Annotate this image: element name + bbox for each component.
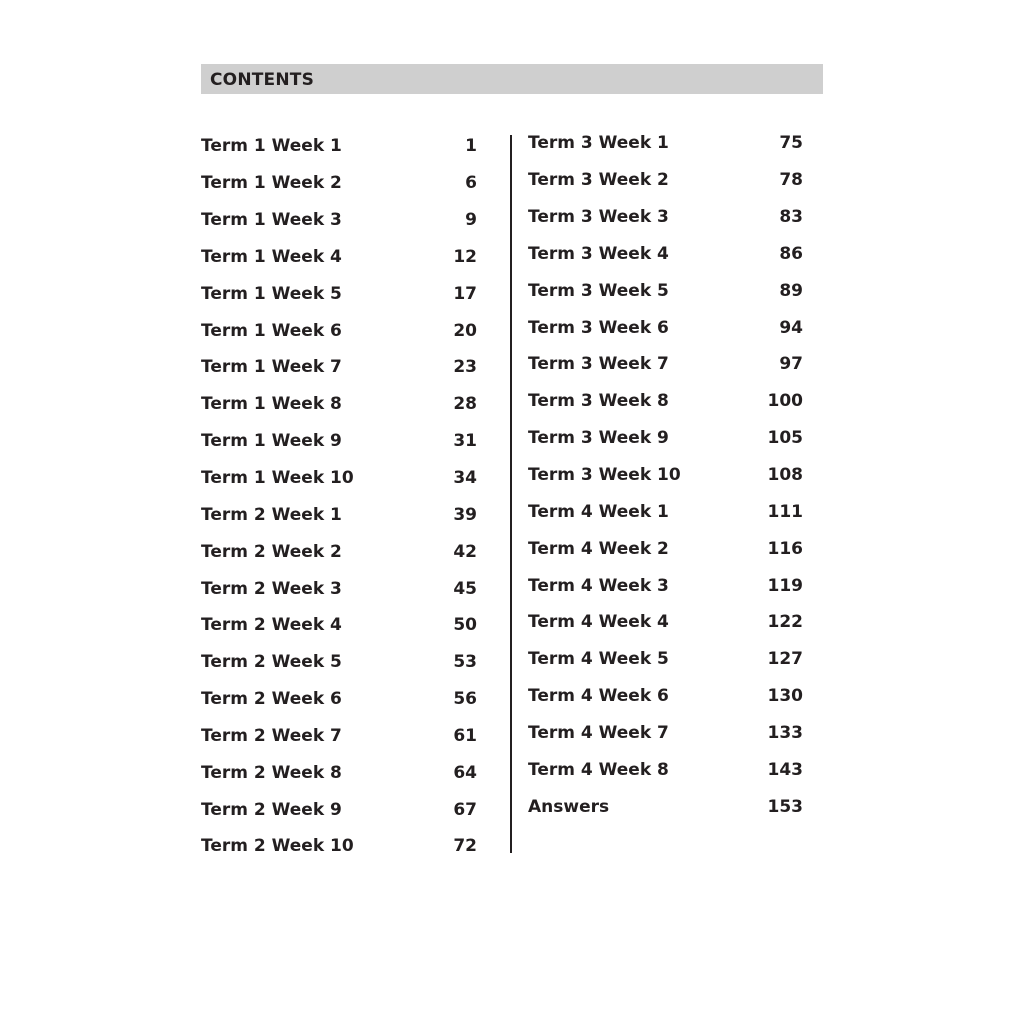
toc-entry [201, 423, 477, 460]
toc-entry-label: Term 2 Week 7 [201, 725, 342, 746]
toc-entry-label: Answers [528, 796, 610, 817]
toc-entry-label: Term 2 Week 2 [201, 541, 342, 562]
toc-entry-label: Term 2 Week 3 [201, 578, 342, 599]
toc-entry-page-number: 75 [779, 133, 803, 154]
toc-entry-label: Term 1 Week 1 [201, 136, 342, 157]
toc-entry [528, 788, 803, 825]
toc-entry-label: Term 3 Week 1 [528, 133, 669, 154]
toc-entry-page-number: 53 [453, 652, 477, 673]
toc-entry-page-number: 122 [767, 612, 803, 633]
toc-entry [528, 678, 803, 715]
toc-entry-label: Term 3 Week 5 [528, 280, 669, 301]
toc-entry [201, 460, 477, 497]
toc-entry-label: Term 4 Week 4 [528, 612, 669, 633]
toc-entry-label: Term 1 Week 7 [201, 357, 342, 378]
toc-entry-page-number: 17 [453, 283, 477, 304]
toc-entry-page-number: 89 [779, 280, 803, 301]
toc-entry-label: Term 3 Week 10 [528, 465, 681, 486]
toc-entry-label: Term 1 Week 2 [201, 173, 342, 194]
toc-entry-page-number: 116 [767, 538, 803, 559]
toc-entry [528, 236, 803, 273]
toc-entry [528, 309, 803, 346]
toc-column-left [201, 128, 477, 865]
toc-entry-label: Term 3 Week 3 [528, 207, 669, 228]
toc-entry [201, 349, 477, 386]
toc-entry-page-number: 105 [767, 428, 803, 449]
page-title: CONTENTS [210, 70, 315, 90]
toc-entry-page-number: 1 [465, 136, 477, 157]
toc-entry [201, 570, 477, 607]
toc-entry-label: Term 2 Week 8 [201, 762, 342, 783]
toc-entry-label: Term 3 Week 4 [528, 243, 669, 264]
toc-entry [528, 493, 803, 530]
toc-entry-label: Term 3 Week 8 [528, 391, 669, 412]
toc-entry-page-number: 61 [453, 725, 477, 746]
toc-entry-page-number: 34 [453, 468, 477, 489]
toc-entry-label: Term 1 Week 8 [201, 394, 342, 415]
toc-column-right [528, 125, 803, 825]
toc-entry-label: Term 2 Week 4 [201, 615, 342, 636]
toc-entry-page-number: 108 [767, 465, 803, 486]
toc-entry-page-number: 127 [767, 649, 803, 670]
toc-entry-page-number: 42 [453, 541, 477, 562]
toc-entry-page-number: 9 [465, 210, 477, 231]
toc-entry [528, 751, 803, 788]
toc-entry [201, 791, 477, 828]
toc-entry-label: Term 2 Week 6 [201, 689, 342, 710]
column-divider [510, 135, 512, 853]
toc-entry-page-number: 130 [767, 686, 803, 707]
contents-header-banner [201, 64, 823, 94]
toc-entry-label: Term 1 Week 5 [201, 283, 342, 304]
toc-entry-page-number: 111 [767, 501, 803, 522]
toc-entry-page-number: 94 [779, 317, 803, 338]
toc-entry-label: Term 4 Week 8 [528, 759, 669, 780]
toc-entry-page-number: 50 [453, 615, 477, 636]
toc-entry-label: Term 2 Week 9 [201, 799, 342, 820]
toc-entry-page-number: 78 [779, 170, 803, 191]
toc-entry-label: Term 4 Week 6 [528, 686, 669, 707]
toc-entry [528, 530, 803, 567]
toc-entry [201, 644, 477, 681]
toc-entry-label: Term 4 Week 7 [528, 722, 669, 743]
toc-entry-label: Term 4 Week 2 [528, 538, 669, 559]
toc-entry [201, 275, 477, 312]
toc-entry-page-number: 31 [453, 431, 477, 452]
toc-entry-page-number: 20 [453, 320, 477, 341]
toc-entry [201, 386, 477, 423]
toc-entry [528, 383, 803, 420]
toc-entry-label: Term 1 Week 4 [201, 246, 342, 267]
toc-entry-label: Term 4 Week 5 [528, 649, 669, 670]
toc-entry-label: Term 3 Week 9 [528, 428, 669, 449]
toc-entry-page-number: 119 [767, 575, 803, 596]
toc-entry [528, 567, 803, 604]
toc-entry [528, 346, 803, 383]
toc-entry [201, 681, 477, 718]
toc-entry [201, 607, 477, 644]
toc-entry-page-number: 45 [453, 578, 477, 599]
toc-entry-label: Term 1 Week 9 [201, 431, 342, 452]
toc-entry-page-number: 12 [453, 246, 477, 267]
toc-entry [528, 199, 803, 236]
toc-entry [201, 239, 477, 276]
toc-entry-label: Term 2 Week 10 [201, 836, 354, 857]
toc-entry [201, 496, 477, 533]
toc-entry [528, 604, 803, 641]
toc-entry [528, 162, 803, 199]
toc-entry [201, 828, 477, 865]
toc-entry [528, 457, 803, 494]
toc-entry-page-number: 133 [767, 722, 803, 743]
toc-entry [201, 312, 477, 349]
toc-entry-page-number: 56 [453, 689, 477, 710]
toc-entry-label: Term 3 Week 6 [528, 317, 669, 338]
toc-entry [201, 165, 477, 202]
toc-entry [528, 420, 803, 457]
toc-entry-page-number: 64 [453, 762, 477, 783]
toc-entry-label: Term 1 Week 3 [201, 210, 342, 231]
toc-entry-label: Term 1 Week 10 [201, 468, 354, 489]
toc-entry [201, 202, 477, 239]
toc-entry-label: Term 1 Week 6 [201, 320, 342, 341]
toc-entry [528, 715, 803, 752]
toc-entry-page-number: 28 [453, 394, 477, 415]
toc-entry [201, 128, 477, 165]
toc-entry-page-number: 72 [453, 836, 477, 857]
toc-entry [528, 641, 803, 678]
toc-entry [528, 272, 803, 309]
toc-entry-page-number: 97 [779, 354, 803, 375]
toc-entry-page-number: 86 [779, 243, 803, 264]
toc-entry [528, 125, 803, 162]
toc-entry-page-number: 6 [465, 173, 477, 194]
toc-entry [201, 718, 477, 755]
toc-entry-label: Term 4 Week 3 [528, 575, 669, 596]
toc-entry-page-number: 39 [453, 504, 477, 525]
toc-entry-page-number: 23 [453, 357, 477, 378]
toc-entry-label: Term 3 Week 7 [528, 354, 669, 375]
toc-entry-label: Term 2 Week 1 [201, 504, 342, 525]
toc-entry-page-number: 67 [453, 799, 477, 820]
toc-entry-label: Term 2 Week 5 [201, 652, 342, 673]
toc-entry-page-number: 83 [779, 207, 803, 228]
toc-entry-label: Term 4 Week 1 [528, 501, 669, 522]
toc-entry [201, 754, 477, 791]
toc-entry-label: Term 3 Week 2 [528, 170, 669, 191]
toc-entry-page-number: 153 [767, 796, 803, 817]
toc-entry-page-number: 100 [767, 391, 803, 412]
toc-entry [201, 533, 477, 570]
toc-entry-page-number: 143 [767, 759, 803, 780]
